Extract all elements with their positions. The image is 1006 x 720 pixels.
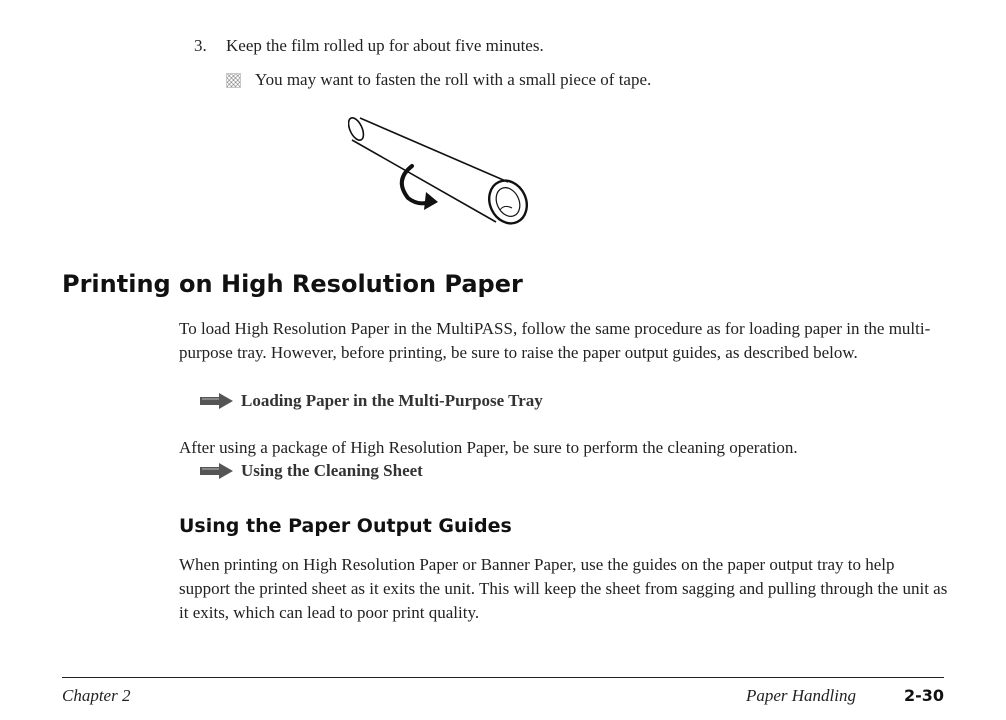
page-number: 2-30 <box>903 686 944 705</box>
note-text: You may want to fasten the roll with a small piece of tape. <box>255 70 652 89</box>
section-heading: Printing on High Resolution Paper <box>62 270 523 298</box>
cleaning-paragraph: After using a package of High Resolution Paper, be sure to perform the cleaning operation. <box>179 438 798 457</box>
footer-divider <box>62 677 944 678</box>
note <box>226 69 651 91</box>
rolled-film-illustration <box>348 112 548 232</box>
xref-loading-paper[interactable] <box>199 390 543 412</box>
cross-reference-arrow-icon <box>199 462 235 480</box>
xref-cleaning-sheet[interactable] <box>199 460 423 482</box>
xref-label[interactable]: Loading Paper in the Multi-Purpose Tray <box>241 391 543 410</box>
subsection-heading: Using the Paper Output Guides <box>179 515 512 537</box>
intro-paragraph: To load High Resolution Paper in the MultiPASS, follow the same procedure as for loading paper in the multi-purpose tray. However, before printing, be sure to raise the paper output guides, as described below. <box>179 319 931 362</box>
step-number: 3. <box>194 36 207 55</box>
xref-label[interactable]: Using the Cleaning Sheet <box>241 461 423 480</box>
step-3 <box>194 35 544 57</box>
footer-title: Paper Handling <box>745 686 856 705</box>
cross-reference-arrow-icon <box>199 392 235 410</box>
step-text: Keep the film rolled up for about five minutes. <box>226 36 544 55</box>
output-guides-paragraph: When printing on High Resolution Paper or Banner Paper, use the guides on the paper output tray to help support the printed sheet as it exits the unit. This will keep the sheet from sagging and pulling through the unit as it exits, which can lead to poor print quality. <box>179 555 948 622</box>
footer-chapter: Chapter 2 <box>62 686 131 705</box>
note-icon <box>226 73 241 88</box>
rotation-arrow-icon <box>402 166 438 210</box>
